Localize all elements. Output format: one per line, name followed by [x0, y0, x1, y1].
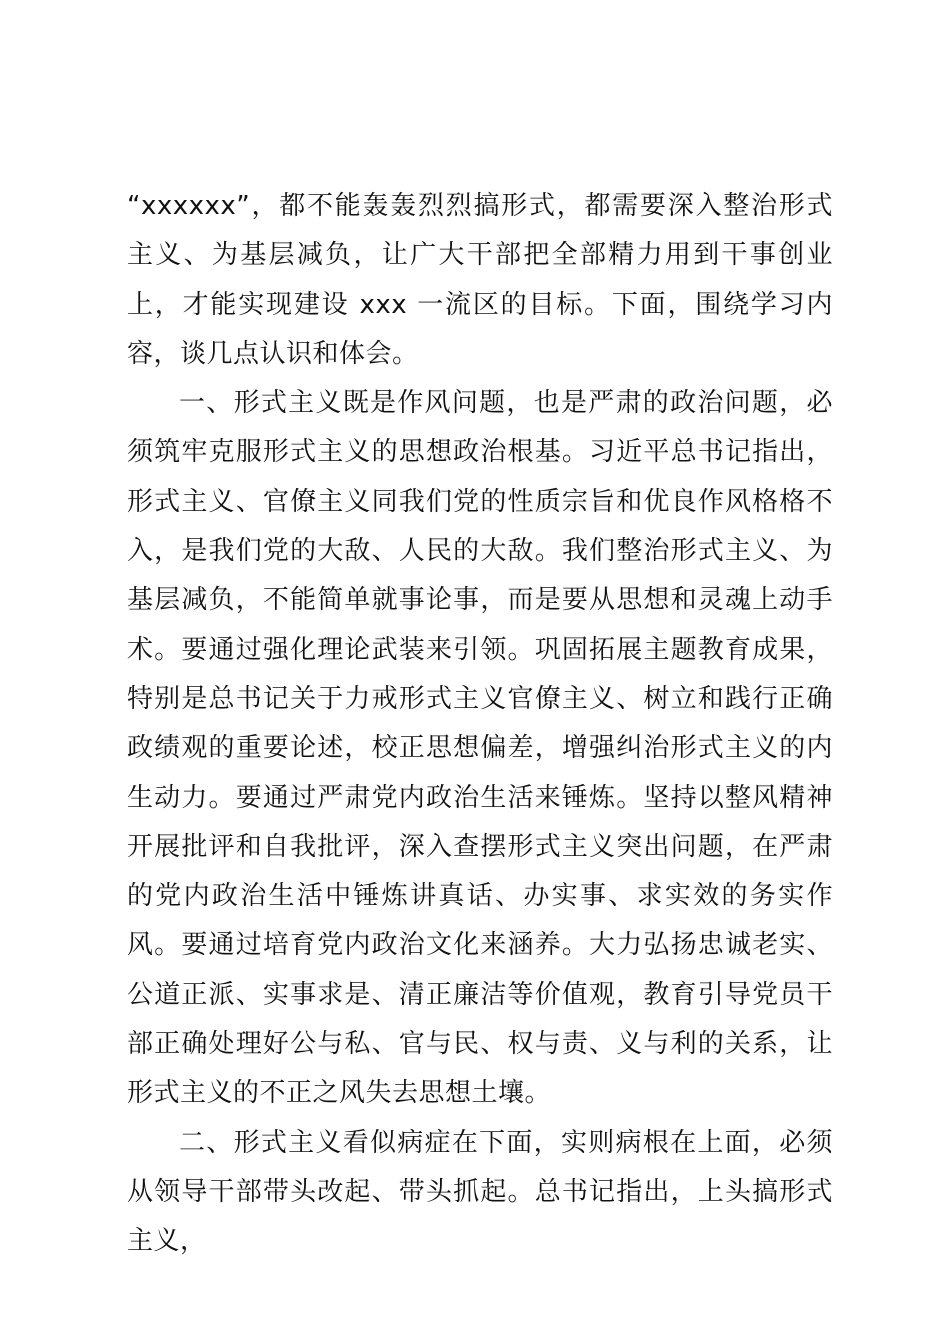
document-body — [127, 182, 833, 1267]
paragraph-point-two: 二、形式主义看似病症在下面，实则病根在上面，必须从领导干部带头改起、带头抓起。总书记指出，上头搞形式主义， — [127, 1127, 833, 1257]
paragraph-continuation: “xxxxxx”，都不能轰轰烈烈搞形式，都需要深入整治形式主义、为基层减负，让广大干部把全部精力用到干事创业上，才能实现建设 xxx 一流区的目标。下面，围绕学习内容，谈几点认识和体会。 — [127, 191, 833, 369]
paragraph-point-one: 一、形式主义既是作风问题，也是严肃的政治问题，必须筑牢克服形式主义的思想政治根基。习近平总书记指出，形式主义、官僚主义同我们党的性质宗旨和优良作风格格不入，是我们党的大敌、人民的大敌。我们整治形式主义、为基层减负，不能简单就事论事，而是要从思想和灵魂上动手术。要通过强化理论武装来引领。巩固拓展主题教育成果，特别是总书记关于力戒形式主义官僚主义、树立和践行正确政绩观的重要论述，校正思想偏差，增强纠治形式主义的内生动力。要通过严肃党内政治生活来锤炼。坚持以整风精神开展批评和自我批评，深入查摆形式主义突出问题，在严肃的党内政治生活中锤炼讲真话、办实事、求实效的务实作风。要通过培育党内政治文化来涵养。大力弘扬忠诚老实、公道正派、实事求是、清正廉洁等价值观，教育引导党员干部正确处理好公与私、官与民、权与责、义与利的关系，让形式主义的不正之风失去思想土壤。 — [127, 388, 833, 1109]
